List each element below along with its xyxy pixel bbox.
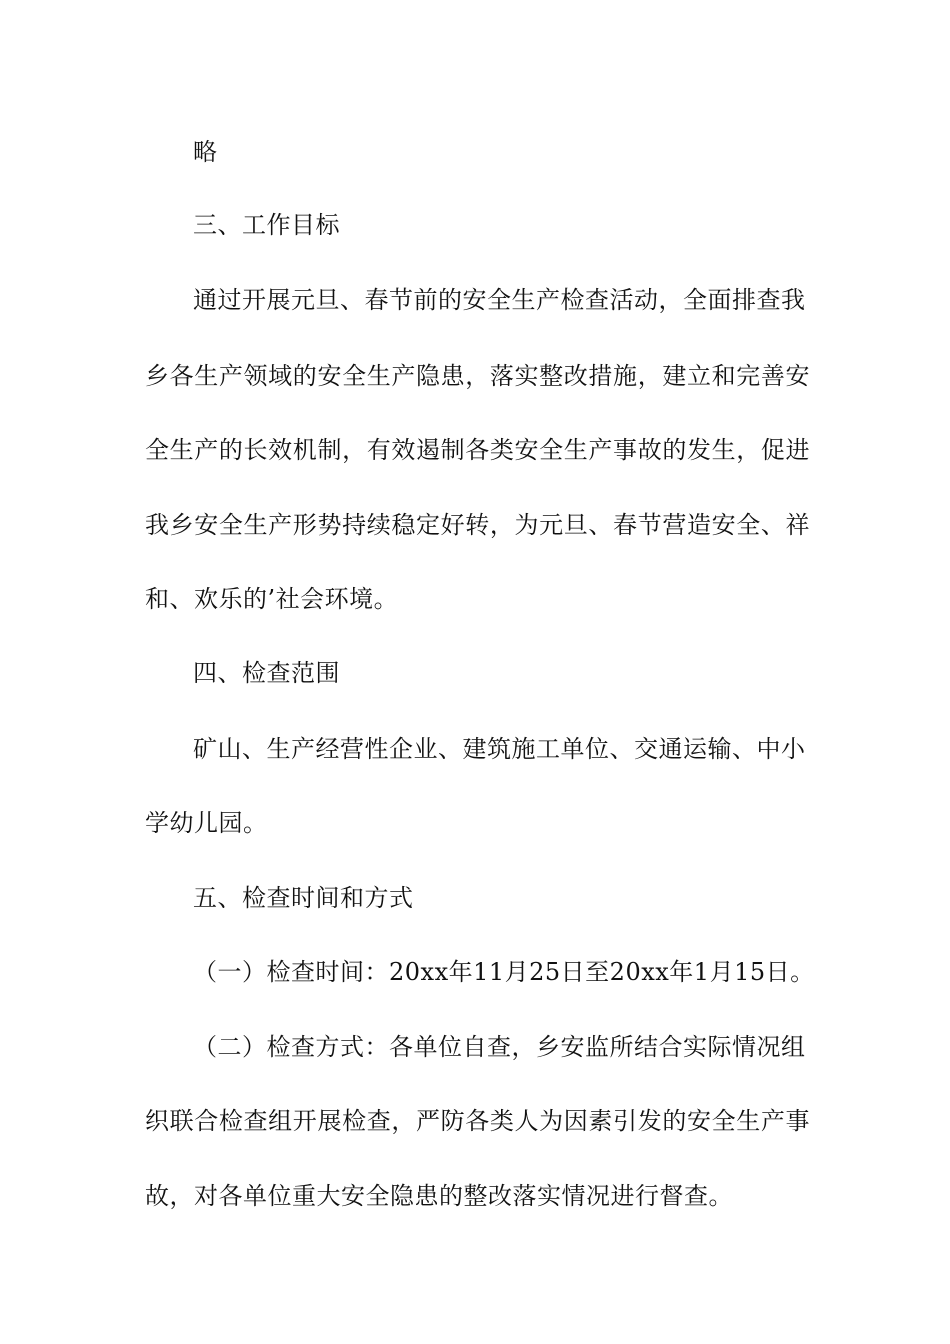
section-heading-4: 四、检查范围	[193, 659, 340, 687]
paragraph-line: （二）检查方式：各单位自查，乡安监所结合实际情况组	[193, 1033, 806, 1061]
paragraph-line: 和、欢乐的’社会环境。	[145, 585, 399, 613]
paragraph-line: 矿山、生产经营性企业、建筑施工单位、交通运输、中小	[193, 735, 806, 763]
paragraph-line: （一）检查时间：20xx年11月25日至20xx年1月15日。	[193, 958, 815, 986]
paragraph-line: 故，对各单位重大安全隐患的整改落实情况进行督查。	[145, 1182, 733, 1210]
paragraph-line: 学幼儿园。	[145, 809, 268, 837]
section-heading-3: 三、工作目标	[193, 211, 340, 239]
paragraph-line: 乡各生产领域的安全生产隐患，落实整改措施，建立和完善安	[145, 362, 810, 390]
paragraph-line: 我乡安全生产形势持续稳定好转，为元旦、春节营造安全、祥	[145, 511, 810, 539]
paragraph-line: 通过开展元旦、春节前的安全生产检查活动，全面排查我	[193, 286, 806, 314]
paragraph-line: 织联合检查组开展检查，严防各类人为因素引发的安全生产事	[145, 1107, 810, 1135]
section-heading-5: 五、检查时间和方式	[193, 884, 414, 912]
paragraph-line: 全生产的长效机制，有效遏制各类安全生产事故的发生，促进	[145, 436, 810, 464]
text-line-continuation: 略	[193, 138, 218, 166]
